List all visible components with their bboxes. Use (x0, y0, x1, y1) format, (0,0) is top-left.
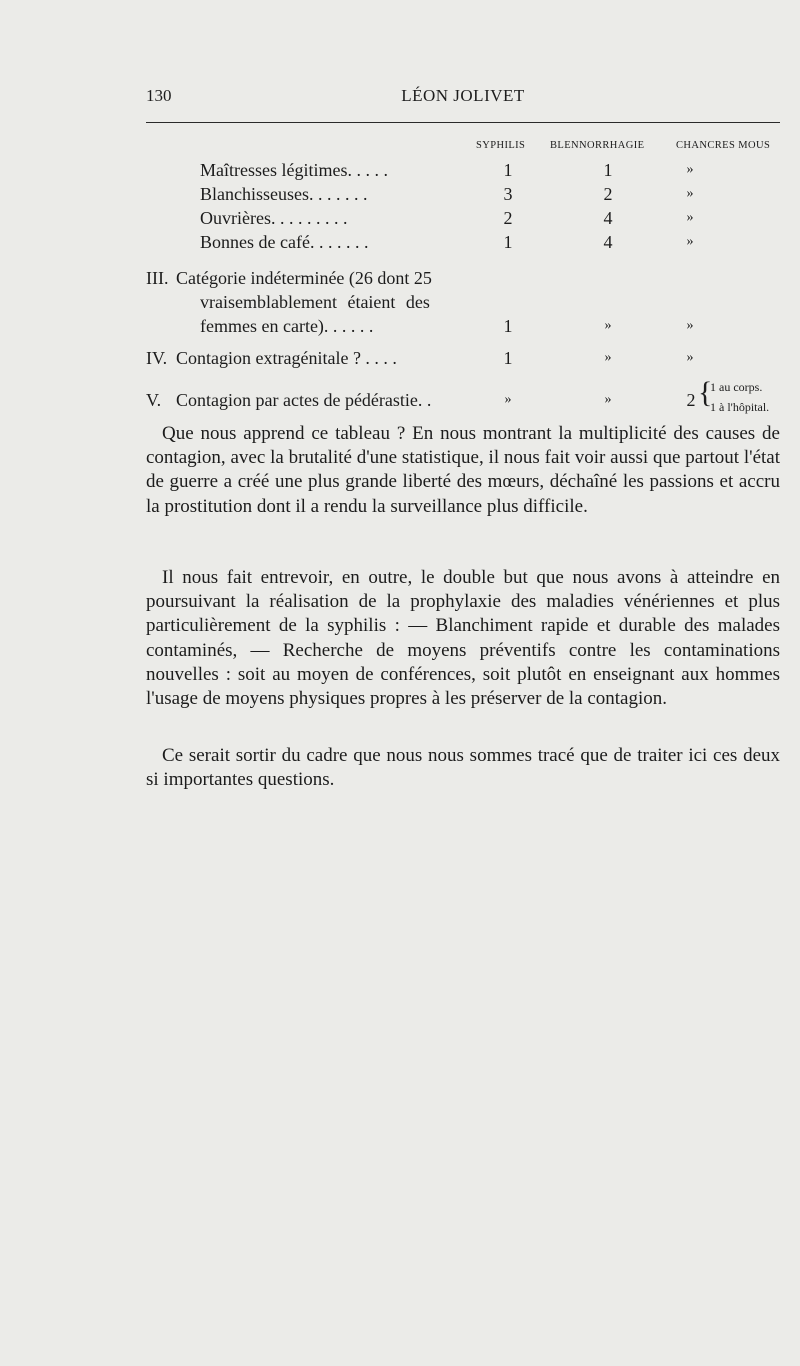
syphilis-value: 2 (503, 208, 513, 228)
syphilis-value: 1 (503, 160, 513, 180)
paragraph-3: Ce serait sortir du cadre que nous nous sommes tracé que de traiter ici ces deux si importantes questions. (146, 745, 780, 791)
blennorrhagie-value: 1 (603, 160, 613, 180)
category-number: III. (146, 268, 169, 288)
paragraph-1: Que nous apprend ce tableau ? En nous montrant la multiplicité des causes de contagion, avec la brutalité d'une statistique, il nous fait voir aussi que partout l'état de guerre a créé une plus grande liberté des mœurs, déchaîné les passions et accru la prostitution dont il a rendu la surveillance plus difficile. (146, 423, 780, 517)
blennorrhagie-value: 2 (603, 184, 613, 204)
row-label: Bonnes de café. . . . . . . (200, 232, 369, 252)
page-number: 130 (146, 86, 172, 105)
category-number: V. (146, 390, 162, 410)
chancres-value: » (686, 162, 694, 177)
column-header-blennorrhagie: BLENNORRHAGIE (550, 140, 645, 151)
row-label: Blanchisseuses. . . . . . . (200, 184, 368, 204)
blennorrhagie-value: 4 (603, 208, 613, 228)
row-label: Contagion par actes de pédérastie. . (176, 390, 432, 410)
curly-brace-icon: { (698, 376, 713, 409)
column-header-chancres-mous: CHANCRES MOUS (676, 140, 771, 151)
blennorrhagie-value: » (604, 350, 612, 365)
syphilis-value: 1 (503, 348, 513, 368)
syphilis-value: 1 (503, 316, 513, 336)
chancres-value: » (686, 350, 694, 365)
category-number: IV. (146, 348, 168, 368)
row-label: Ouvrières. . . . . . . . . (200, 208, 348, 228)
chancres-detail-1: 1 au corps. (710, 380, 763, 394)
column-header-syphilis: SYPHILIS (476, 140, 526, 151)
syphilis-value: 1 (503, 232, 513, 252)
syphilis-value: 3 (503, 184, 513, 204)
blennorrhagie-value: 4 (603, 232, 613, 252)
chancres-value: » (686, 318, 694, 333)
syphilis-value: » (504, 392, 512, 407)
row-label-line-2: vraisemblablement étaient des (200, 292, 430, 312)
row-label: Contagion extragénitale ? . . . . (176, 348, 397, 368)
chancres-value: » (686, 234, 694, 249)
chancres-value: » (686, 186, 694, 201)
page-header (146, 86, 780, 110)
row-label: Maîtresses légitimes. . . . . (200, 160, 388, 180)
chancres-detail-2: 1 à l'hôpital. (710, 400, 770, 414)
paragraph-2: Il nous fait entrevoir, en outre, le double but que nous avons à atteindre en poursuivant la réalisation de la prophylaxie des maladies vénériennes et plus particulièrement de la syphilis : — Blanchiment rapide et durable des malades contaminés, — Recherche de moyens préventifs contre les contaminations nouvelles : soit au moyen de conférences, soit plutôt en enseignant aux hommes l'usage de moyens physiques propres à les préserver de la contagion. (146, 567, 780, 710)
row-label-line-3: femmes en carte). . . . . . (200, 316, 374, 336)
blennorrhagie-value: » (604, 392, 612, 407)
running-title: LÉON JOLIVET (401, 86, 525, 105)
chancres-total: 2 (686, 390, 696, 410)
chancres-value: » (686, 210, 694, 225)
row-label-line-1: Catégorie indéterminée (26 dont 25 (176, 268, 432, 288)
header-rule (146, 122, 780, 123)
blennorrhagie-value: » (604, 318, 612, 333)
